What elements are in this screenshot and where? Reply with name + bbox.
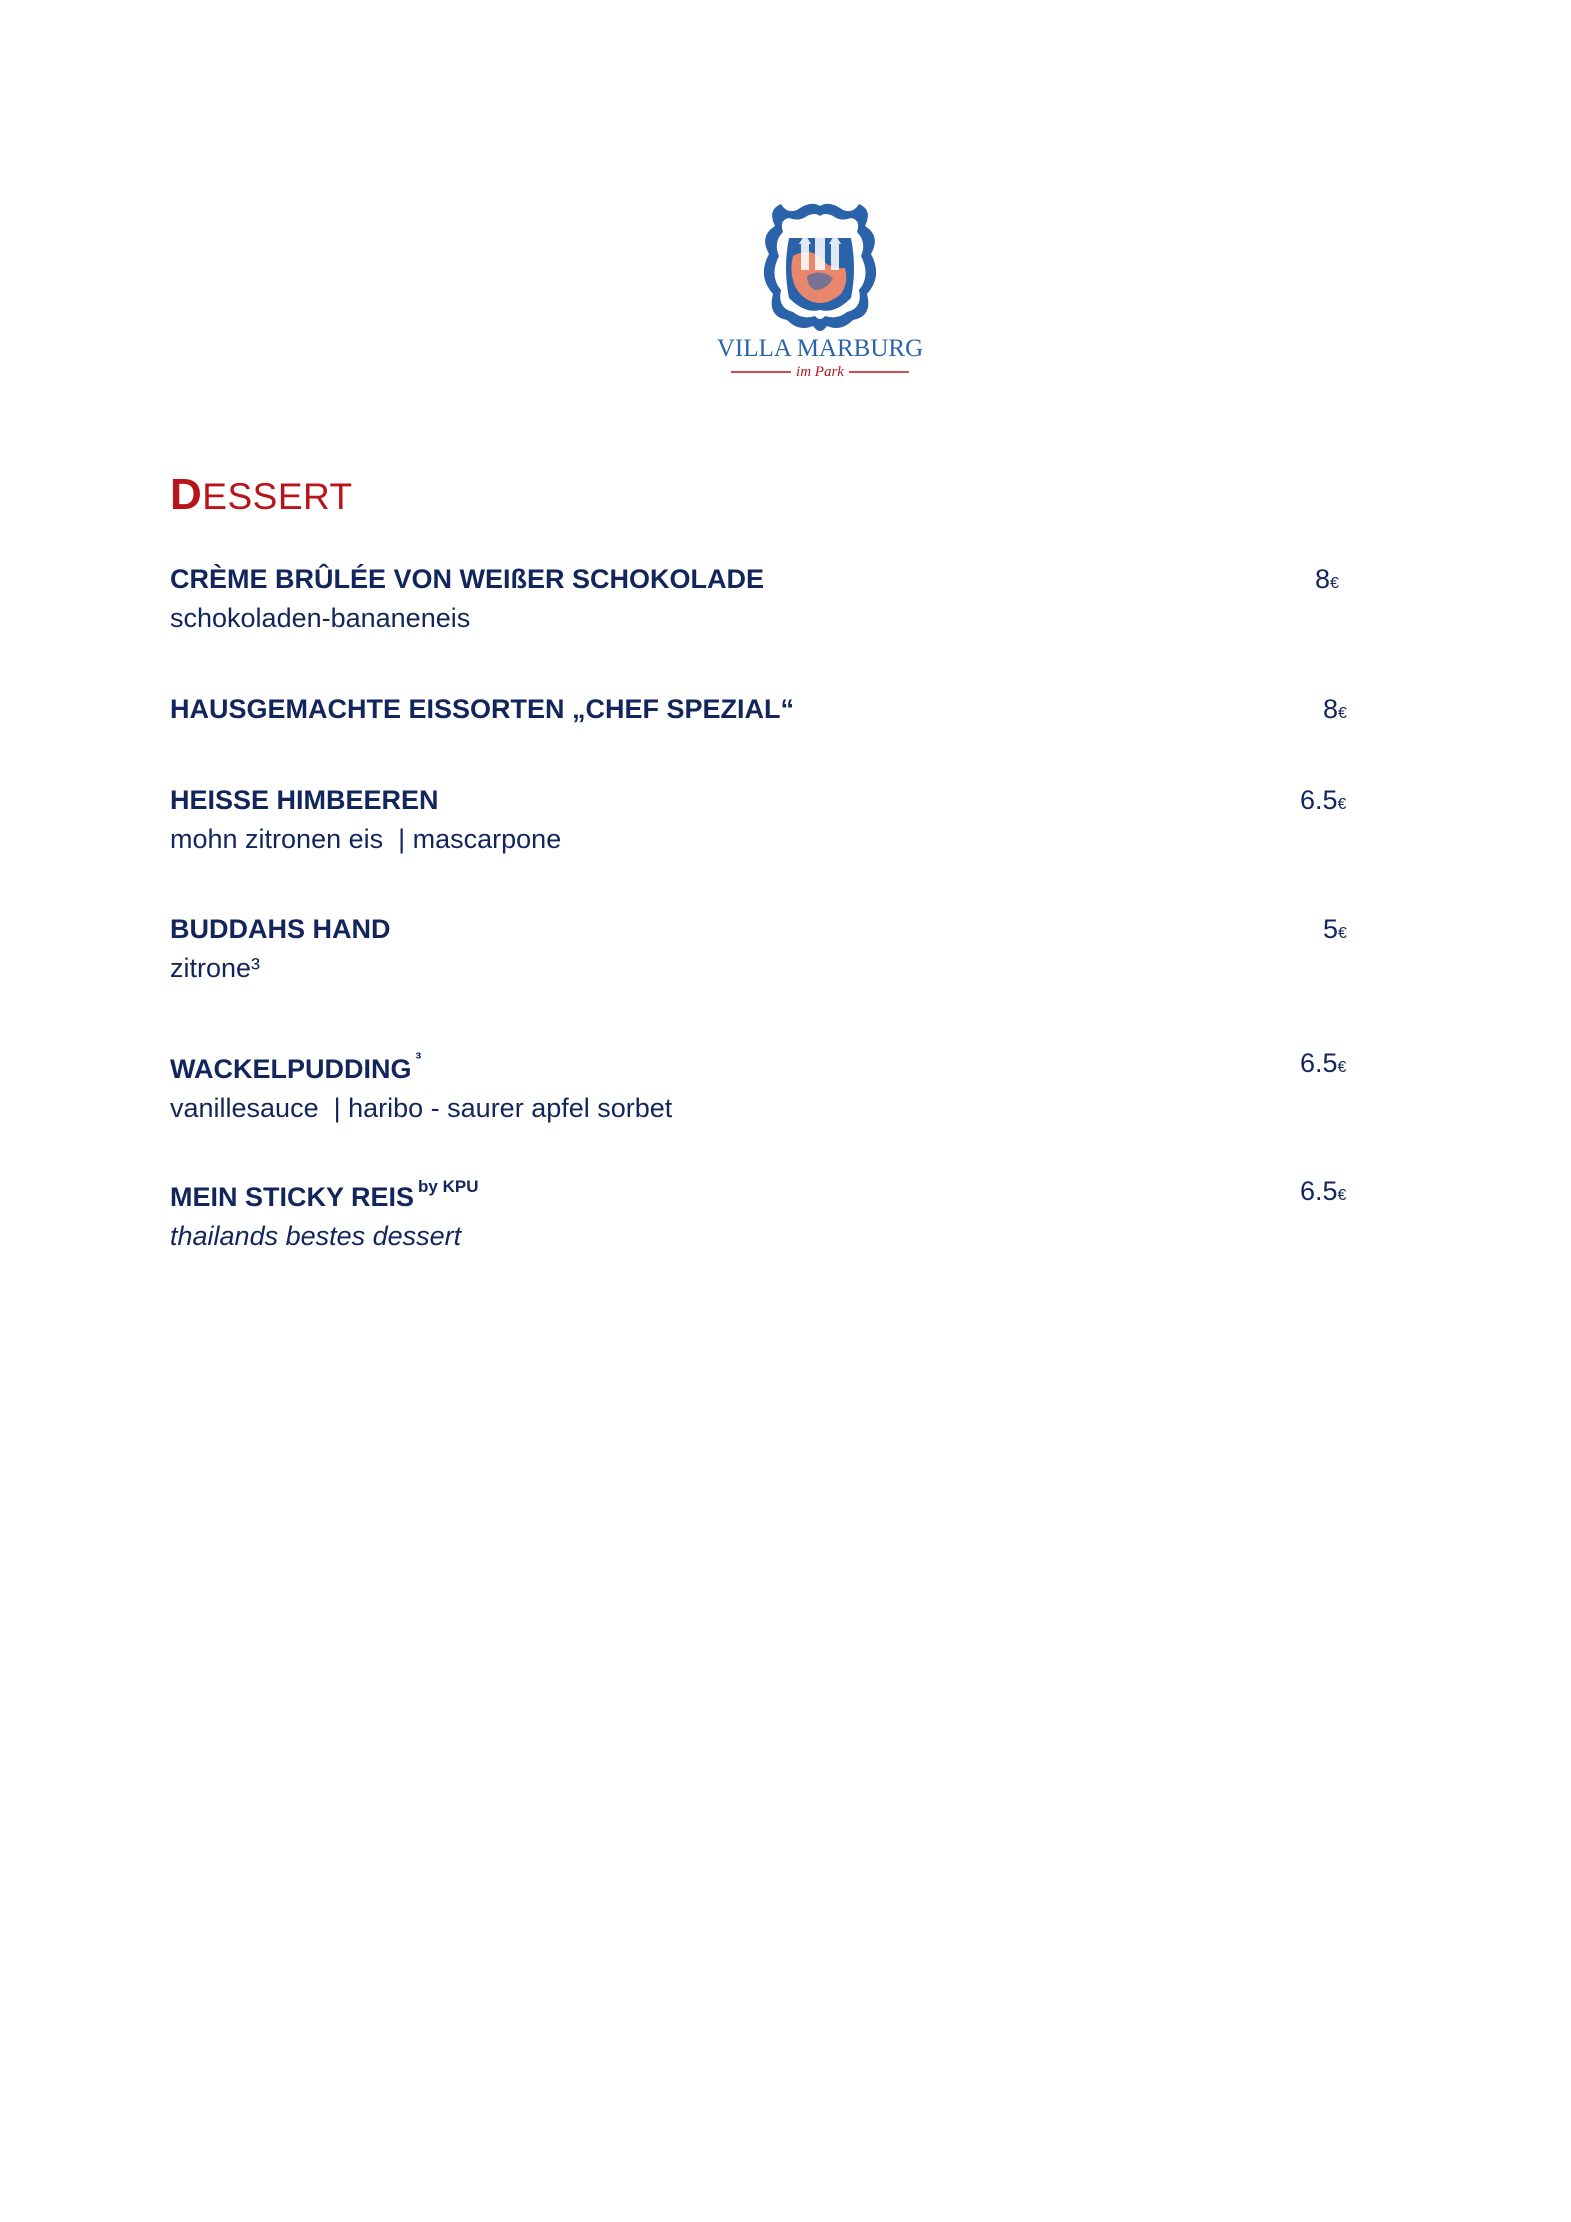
section-title-cap: D [170,470,203,519]
item-description: zitrone³ [170,953,261,983]
item-name [170,781,1350,819]
item-price-value: 6.5 [1300,785,1338,815]
menu-item [170,1044,1350,1128]
item-price [1300,781,1346,824]
crest-icon [715,198,925,378]
item-price [1300,1044,1346,1087]
logo-tagline: im Park [796,364,844,378]
item-price [1323,910,1347,953]
item-name-superscript: ³ [415,1049,422,1068]
currency-symbol: € [1337,1187,1347,1204]
item-name-text: CRÈME BRÛLÉE VON WEIßER SCHOKOLADE [170,564,765,594]
item-price-value: 6.5 [1300,1048,1338,1078]
section-title [170,470,353,520]
item-name [170,1172,1350,1216]
item-description: mohn zitronen eis | mascarpone [170,824,562,854]
item-name [170,690,1350,728]
item-name-text: HEISSE HIMBEEREN [170,785,439,815]
item-name-text: BUDDAHS HAND [170,914,391,944]
currency-symbol: € [1330,575,1339,592]
item-price [1323,690,1347,733]
menu-item [170,910,1350,988]
item-price [1300,1172,1346,1215]
item-price-value: 6.5 [1300,1176,1338,1206]
item-name [170,560,1350,598]
item-price-value: 5 [1323,914,1339,944]
currency-symbol: € [1338,925,1347,942]
menu-item [170,781,1350,859]
section-title-rest: ESSERT [202,476,353,517]
item-price [1315,560,1339,603]
menu-item [170,690,1350,728]
currency-symbol: € [1337,796,1347,813]
menu-item [170,1172,1350,1256]
item-name-text: MEIN STICKY REIS [170,1182,415,1212]
item-description: vanillesauce | haribo - saurer apfel sorbet [170,1093,673,1123]
currency-symbol: € [1338,705,1347,722]
currency-symbol: € [1337,1059,1347,1076]
villa-marburg-logo [715,198,925,378]
item-description: thailands bestes dessert [170,1221,462,1251]
item-name [170,910,1350,948]
item-name [170,1044,1350,1088]
item-name-text: HAUSGEMACHTE EISSORTEN „CHEF SPEZIAL“ [170,694,795,724]
item-description: schokoladen-bananeneis [170,603,471,633]
menu-item [170,560,1350,638]
item-name-text: WACKELPUDDING [170,1054,412,1084]
item-name-superscript: by KPU [418,1177,479,1196]
item-price-value: 8 [1323,694,1339,724]
item-price-value: 8 [1315,564,1331,594]
logo-name: VILLA MARBURG [716,335,924,362]
